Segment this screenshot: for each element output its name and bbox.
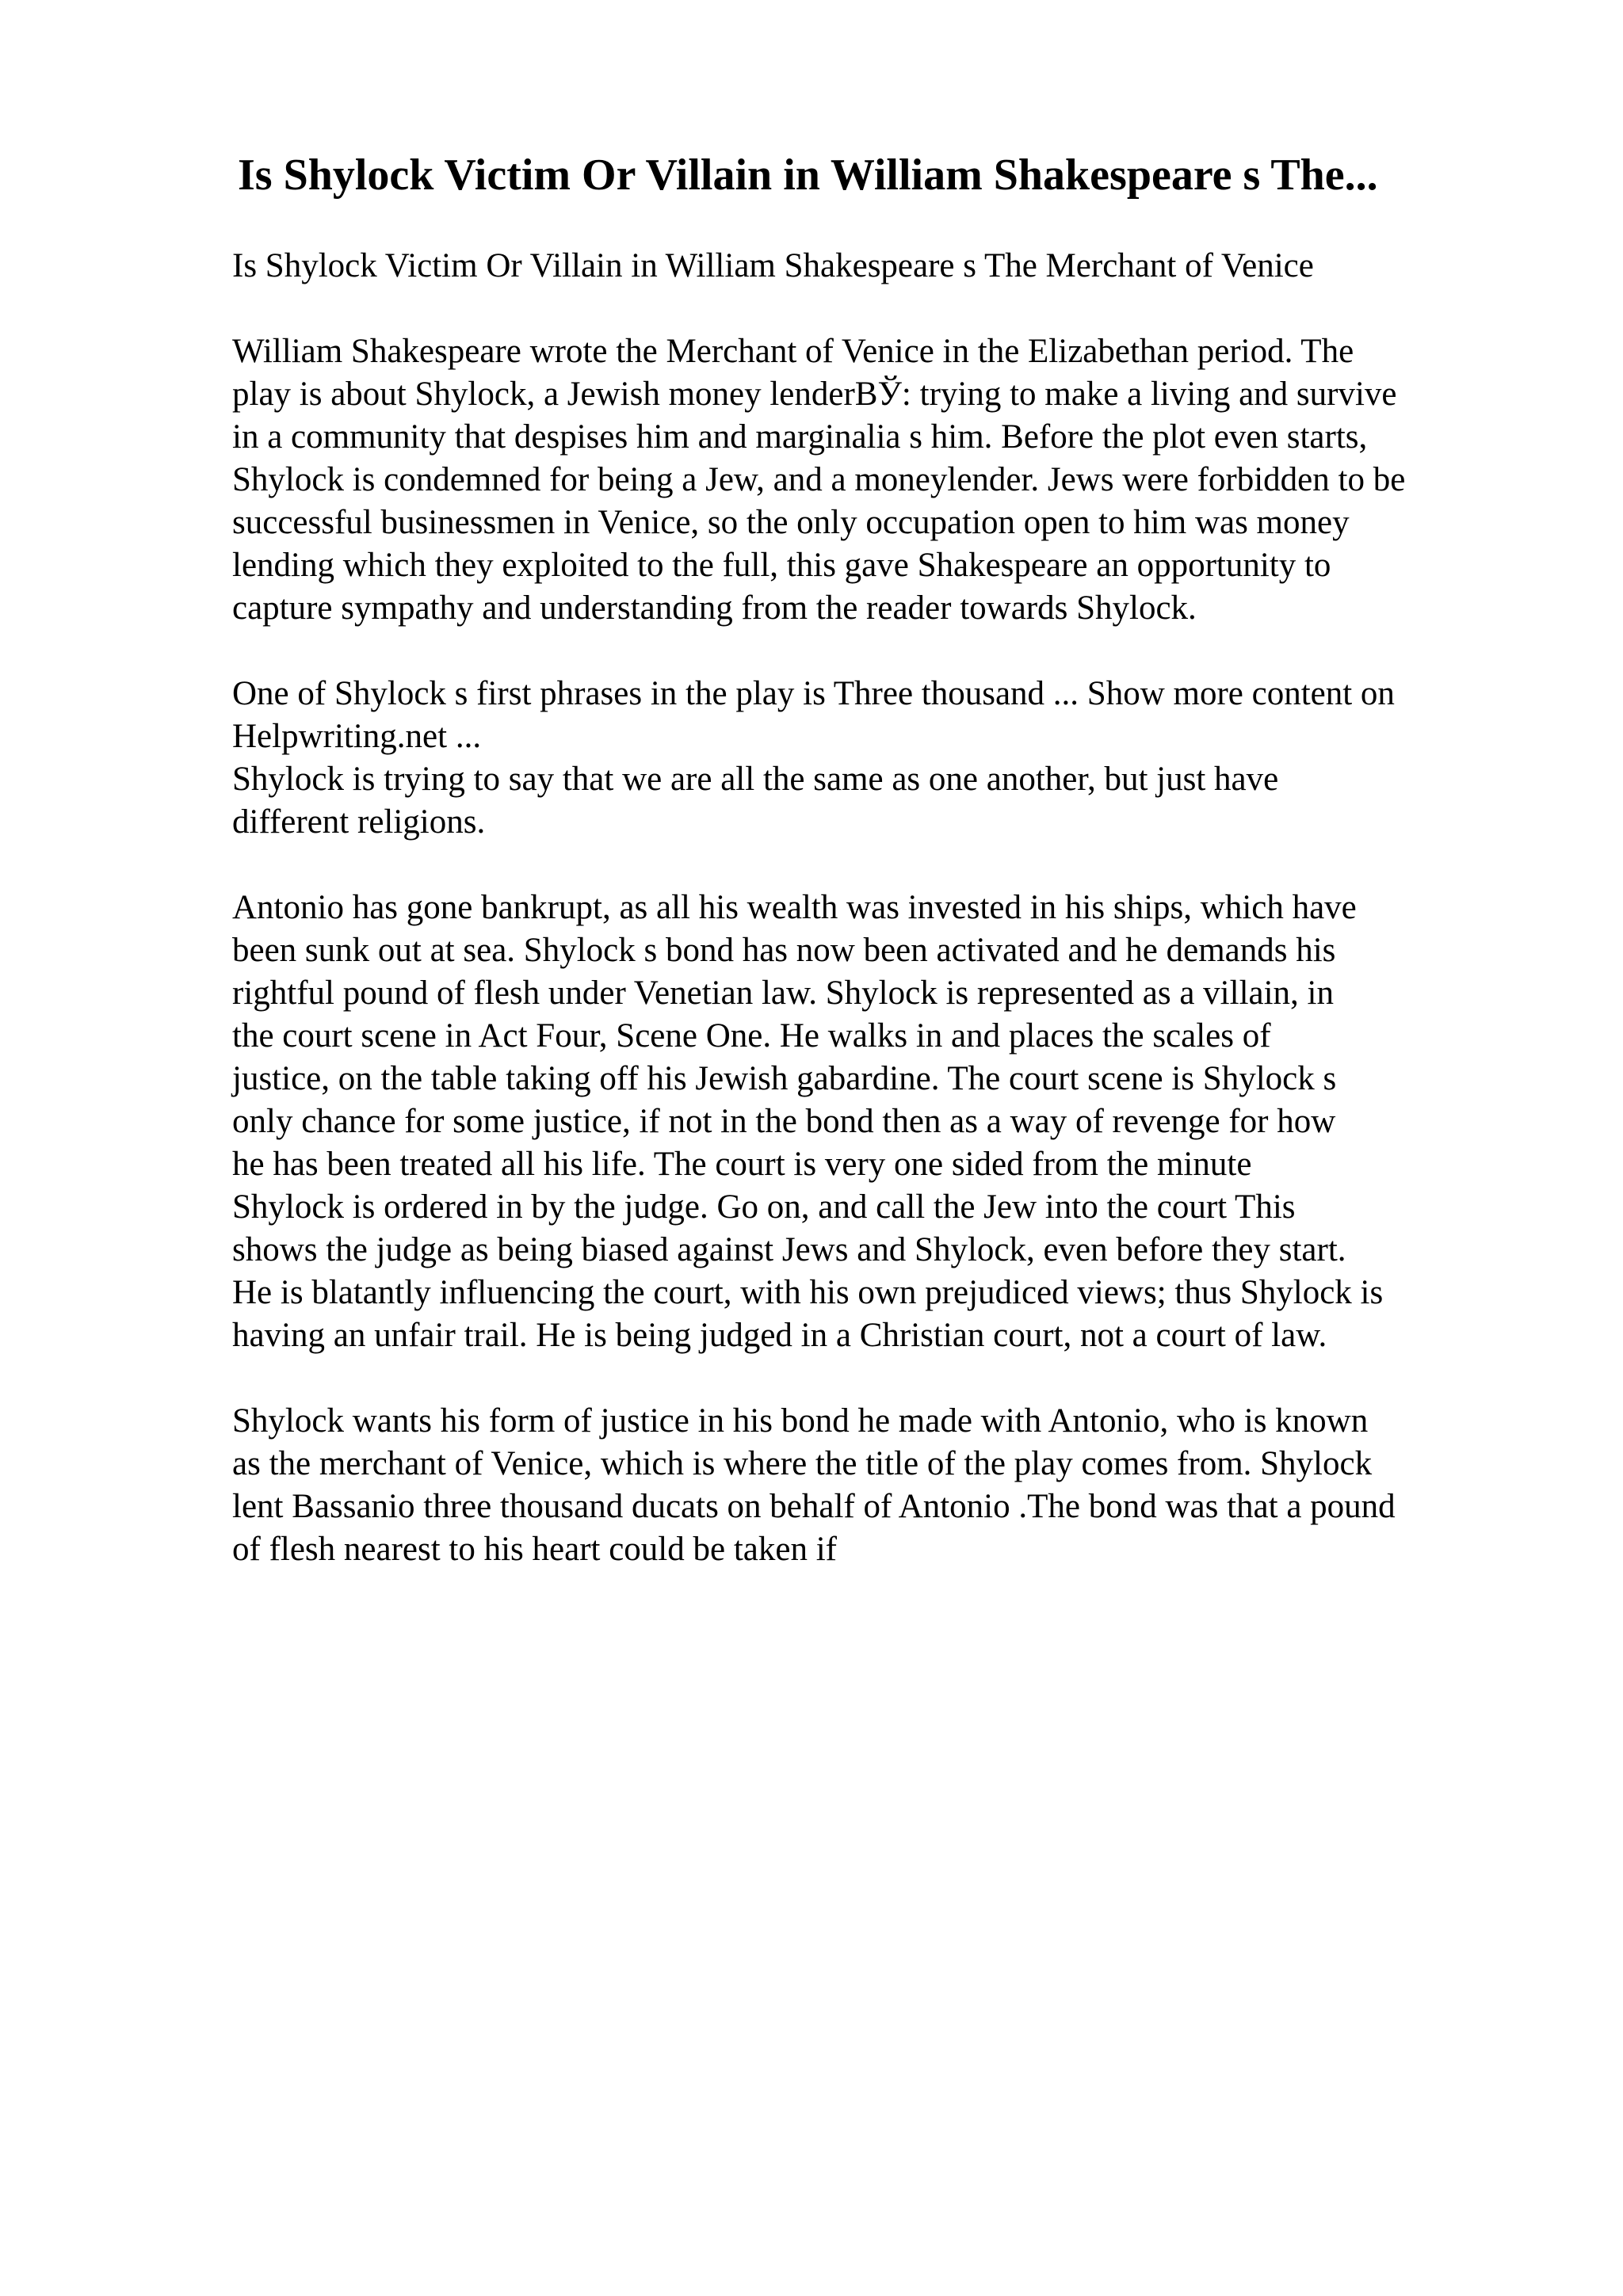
text-line: as the merchant of Venice, which is where the title of the play comes from. Shylock — [232, 1445, 1373, 1482]
text-line: Shylock is ordered in by the judge. Go on, and call the Jew into the court This — [232, 1188, 1296, 1226]
text-line: in a community that despises him and marginalia s him. Before the plot even starts, — [232, 418, 1368, 456]
text-line: justice, on the table taking off his Jewish gabardine. The court scene is Shylock s — [232, 1060, 1337, 1097]
text-line: only chance for some justice, if not in the bond then as a way of revenge for how — [232, 1103, 1336, 1140]
text-line: successful businessmen in Venice, so the only occupation open to him was money — [232, 504, 1350, 541]
text-line: shows the judge as being biased against Jews and Shylock, even before they start. — [232, 1231, 1346, 1268]
paragraph-2 — [232, 673, 1595, 844]
text-line: Shylock is condemned for being a Jew, and a moneylender. Jews were forbidden to be — [232, 461, 1406, 498]
text-line: Helpwriting.net ... — [232, 718, 482, 755]
text-line: been sunk out at sea. Shylock s bond has now been activated and he demands his — [232, 932, 1336, 969]
text-line: Shylock wants his form of justice in his bond he made with Antonio, who is known — [232, 1402, 1369, 1440]
text-line: capture sympathy and understanding from the reader towards Shylock. — [232, 589, 1197, 627]
text-line: Shylock is trying to say that we are all the same as one another, but just have — [232, 761, 1279, 798]
paragraph-spacer — [232, 1357, 1595, 1400]
text-line: William Shakespeare wrote the Merchant of Venice in the Elizabethan period. The — [232, 333, 1354, 370]
text-line: play is about Shylock, a Jewish money lenderBЎ: trying to make a living and survive — [232, 376, 1397, 413]
paragraph-spacer — [232, 844, 1595, 887]
text-line: having an unfair trail. He is being judged in a Christian court, not a court of law. — [232, 1317, 1327, 1354]
text-line: Antonio has gone bankrupt, as all his wealth was invested in his ships, which have — [232, 889, 1357, 926]
paragraph-spacer — [232, 288, 1595, 330]
document-body — [232, 245, 1595, 1571]
text-line: lending which they exploited to the full, this gave Shakespeare an opportunity to — [232, 547, 1331, 584]
text-line: the court scene in Act Four, Scene One. He walks in and places the scales of — [232, 1017, 1271, 1055]
document-title: Is Shylock Victim Or Villain in William Shakespeare s The... — [238, 151, 1378, 200]
text-line: One of Shylock s first phrases in the play is Three thousand ... Show more content on — [232, 675, 1395, 712]
paragraph-spacer — [232, 630, 1595, 673]
paragraph-4 — [232, 1400, 1595, 1571]
paragraph-3 — [232, 887, 1595, 1357]
text-line: of flesh nearest to his heart could be taken if — [232, 1531, 837, 1568]
text-line: lent Bassanio three thousand ducats on behalf of Antonio .The bond was that a pound — [232, 1488, 1396, 1525]
text-line: rightful pound of flesh under Venetian law. Shylock is represented as a villain, in — [232, 974, 1335, 1012]
text-line: different religions. — [232, 803, 486, 841]
paragraph-1 — [232, 330, 1595, 630]
text-line: he has been treated all his life. The court is very one sided from the minute — [232, 1146, 1252, 1183]
text-line: He is blatantly influencing the court, with his own prejudiced views; thus Shylock is — [232, 1274, 1384, 1311]
document-subtitle: Is Shylock Victim Or Villain in William Shakespeare s The Merchant of Venice — [232, 247, 1314, 284]
